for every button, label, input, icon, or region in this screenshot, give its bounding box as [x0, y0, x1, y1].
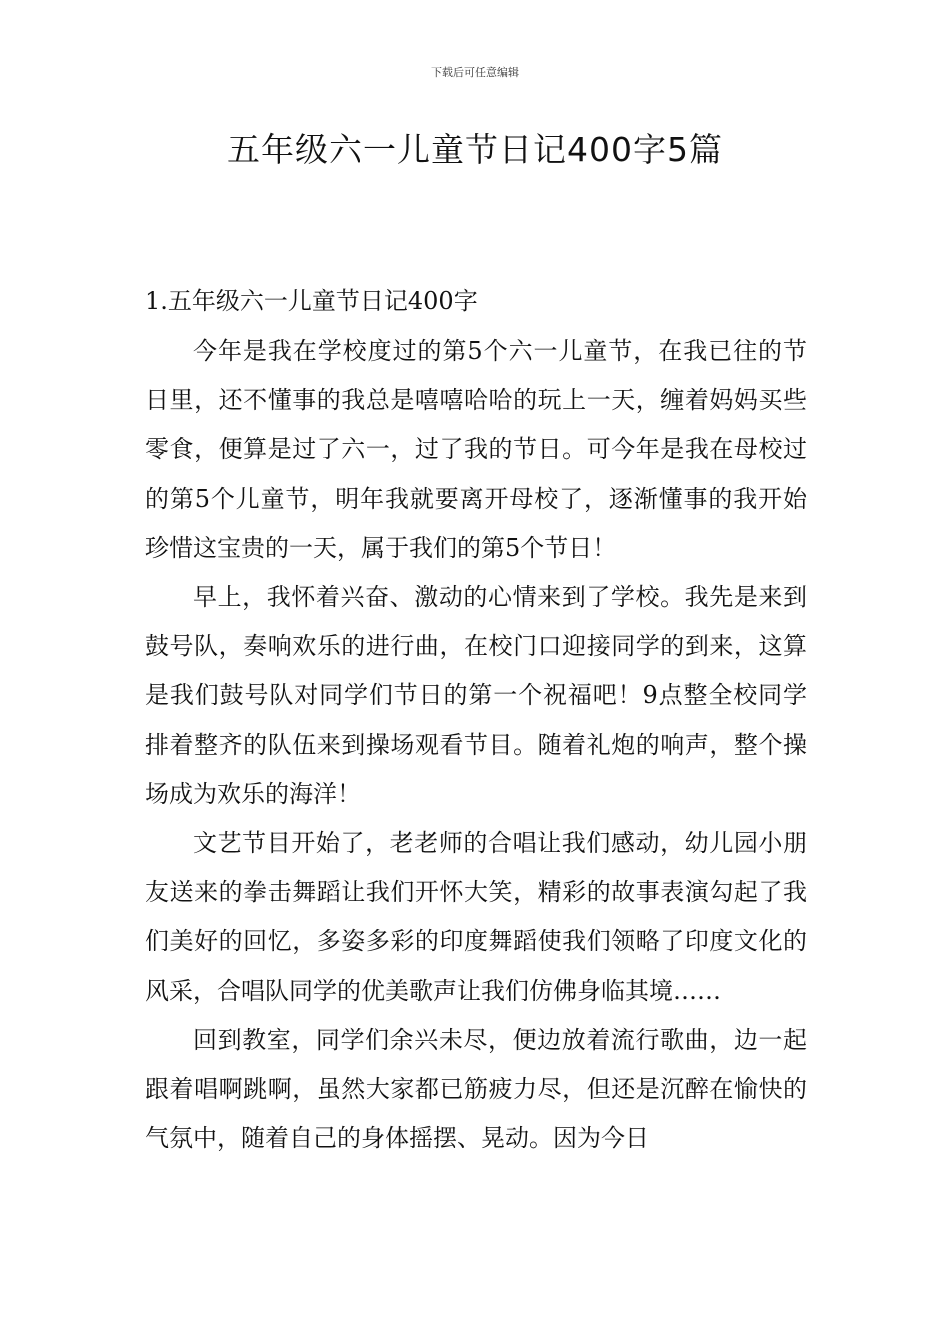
paragraph: 今年是我在学校度过的第5个六一儿童节，在我已往的节日里，还不懂事的我总是嘻嘻哈哈的玩上一天，缠着妈妈买些零食，便算是过了六一，过了我的节日。可今年是我在母校过的第5个儿童节，明年我就要离开母校了，逐渐懂事的我开始珍惜这宝贵的一天，属于我们的第5个节日！ — [145, 337, 807, 562]
document-title: 五年级六一儿童节日记400字5篇 — [227, 130, 723, 169]
paragraph: 文艺节目开始了，老老师的合唱让我们感动，幼儿园小朋友送来的拳击舞蹈让我们开怀大笑，精彩的故事表演勾起了我们美好的回忆，多姿多彩的印度舞蹈使我们领略了印度文化的风采，合唱队同学的优美歌声让我们仿佛身临其境…… — [145, 829, 807, 1005]
paragraph: 早上，我怀着兴奋、激动的心情来到了学校。我先是来到鼓号队，奏响欢乐的进行曲，在校门口迎接同学的到来，这算是我们鼓号队对同学们节日的第一个祝福吧！9点整全校同学排着整齐的队伍来到操场观看节目。随着礼炮的响声，整个操场成为欢乐的海洋！ — [145, 583, 807, 808]
section-body — [145, 327, 807, 1163]
paragraph: 回到教室，同学们余兴未尽，便边放着流行歌曲，边一起跟着唱啊跳啊，虽然大家都已筋疲力尽，但还是沉醉在愉快的气氛中，随着自己的身体摇摆、晃动。因为今日 — [145, 1025, 807, 1153]
header-note: 下载后可任意编辑 — [431, 66, 519, 79]
section-heading: 1.五年级六一儿童节日记400字 — [145, 287, 478, 315]
